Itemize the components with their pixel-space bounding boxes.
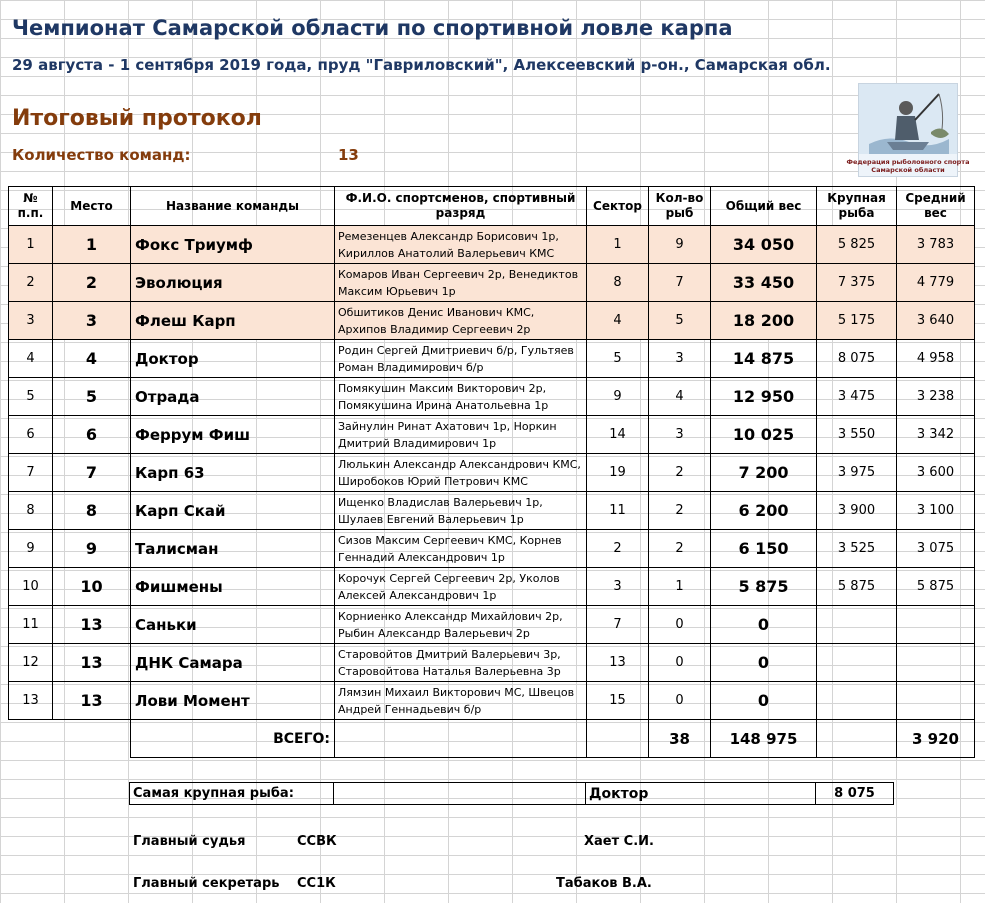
cell-fish-count: 0 — [649, 682, 711, 720]
cell-team-name: Доктор — [131, 340, 335, 378]
cell-total-weight: 18 200 — [711, 302, 817, 340]
document-title: Чемпионат Самарской области по спортивной ловле карпа — [12, 16, 733, 40]
cell-big-fish: 5 175 — [817, 302, 897, 340]
chief-secretary-rank: СС1К — [297, 876, 336, 891]
cell-place: 6 — [53, 416, 131, 454]
cell-athletes: Люлькин Александр Александрович КМС, Широбоков Юрий Петрович КМС — [335, 454, 587, 492]
table-row — [9, 340, 975, 378]
cell-big-fish: 3 475 — [817, 378, 897, 416]
cell-avg-weight: 5 875 — [897, 568, 975, 606]
cell-avg-weight: 3 075 — [897, 530, 975, 568]
cell-place: 13 — [53, 682, 131, 720]
col-header-weight: Общий вес — [711, 187, 817, 226]
cell-fish-count: 0 — [649, 606, 711, 644]
chief-judge-rank: ССВК — [297, 834, 337, 849]
cell-avg-weight: 3 640 — [897, 302, 975, 340]
cell-fish-count: 5 — [649, 302, 711, 340]
cell-total-weight: 6 200 — [711, 492, 817, 530]
total-row — [9, 720, 975, 758]
cell-fish-count: 4 — [649, 378, 711, 416]
cell-num: 3 — [9, 302, 53, 340]
teams-count-value: 13 — [338, 146, 359, 164]
cell-athletes: Корниенко Александр Михайлович 2р, Рыбин Александр Валерьевич 2р — [335, 606, 587, 644]
cell-total-weight: 7 200 — [711, 454, 817, 492]
cell-fish-count: 7 — [649, 264, 711, 302]
cell-num: 9 — [9, 530, 53, 568]
cell-team-name: Лови Момент — [131, 682, 335, 720]
total-avg: 3 920 — [897, 720, 975, 758]
cell-total-weight: 6 150 — [711, 530, 817, 568]
cell-big-fish: 8 075 — [817, 340, 897, 378]
cell-num: 8 — [9, 492, 53, 530]
cell-big-fish: 3 900 — [817, 492, 897, 530]
cell-team-name: Саньки — [131, 606, 335, 644]
cell-sector: 7 — [587, 606, 649, 644]
cell-big-fish: 3 975 — [817, 454, 897, 492]
total-count: 38 — [649, 720, 711, 758]
cell-fish-count: 2 — [649, 530, 711, 568]
cell-place: 5 — [53, 378, 131, 416]
cell-athletes: Сизов Максим Сергеевич КМС, Корнев Геннадий Александрович 1р — [335, 530, 587, 568]
protocol-heading: Итоговый протокол — [12, 106, 262, 131]
cell-sector: 9 — [587, 378, 649, 416]
cell-num: 12 — [9, 644, 53, 682]
cell-big-fish: 3 550 — [817, 416, 897, 454]
cell-total-weight: 33 450 — [711, 264, 817, 302]
table-row — [9, 302, 975, 340]
table-row — [9, 530, 975, 568]
biggest-fish-label: Самая крупная рыба: — [130, 783, 334, 805]
cell-team-name: Фишмены — [131, 568, 335, 606]
col-header-place: Место — [53, 187, 131, 226]
cell-team-name: Карп 63 — [131, 454, 335, 492]
cell-sector: 2 — [587, 530, 649, 568]
col-header-big-fish: Крупная рыба — [817, 187, 897, 226]
cell-num: 4 — [9, 340, 53, 378]
cell-num: 11 — [9, 606, 53, 644]
cell-athletes: Комаров Иван Сергеевич 2р, Венедиктов Максим Юрьевич 1р — [335, 264, 587, 302]
cell-athletes: Помякушин Максим Викторович 2р, Помякушина Ирина Анатольевна 1р — [335, 378, 587, 416]
table-header-row — [9, 187, 975, 226]
chief-secretary-title: Главный секретарь — [133, 876, 280, 891]
results-table — [8, 186, 975, 758]
cell-avg-weight: 3 100 — [897, 492, 975, 530]
cell-fish-count: 3 — [649, 416, 711, 454]
cell-team-name: Талисман — [131, 530, 335, 568]
cell-big-fish: 5 825 — [817, 226, 897, 264]
cell-fish-count: 1 — [649, 568, 711, 606]
cell-team-name: Флеш Карп — [131, 302, 335, 340]
biggest-fish-row — [130, 783, 894, 805]
cell-num: 1 — [9, 226, 53, 264]
biggest-fish-team: Доктор — [586, 783, 816, 805]
cell-avg-weight: 4 958 — [897, 340, 975, 378]
table-row — [9, 378, 975, 416]
cell-sector: 1 — [587, 226, 649, 264]
cell-place: 2 — [53, 264, 131, 302]
cell-big-fish: 3 525 — [817, 530, 897, 568]
table-row — [9, 264, 975, 302]
cell-avg-weight: 3 783 — [897, 226, 975, 264]
cell-sector: 14 — [587, 416, 649, 454]
cell-sector: 4 — [587, 302, 649, 340]
cell-fish-count: 9 — [649, 226, 711, 264]
cell-fish-count: 0 — [649, 644, 711, 682]
cell-place: 7 — [53, 454, 131, 492]
col-header-athletes: Ф.И.О. спортсменов, спортивный разряд — [335, 187, 587, 226]
cell-place: 9 — [53, 530, 131, 568]
cell-sector: 15 — [587, 682, 649, 720]
cell-num: 6 — [9, 416, 53, 454]
table-row — [9, 568, 975, 606]
cell-fish-count: 3 — [649, 340, 711, 378]
cell-avg-weight — [897, 644, 975, 682]
cell-num: 2 — [9, 264, 53, 302]
cell-sector: 5 — [587, 340, 649, 378]
cell-num: 7 — [9, 454, 53, 492]
cell-total-weight: 10 025 — [711, 416, 817, 454]
table-row — [9, 226, 975, 264]
cell-avg-weight: 4 779 — [897, 264, 975, 302]
cell-place: 4 — [53, 340, 131, 378]
cell-team-name: Феррум Фиш — [131, 416, 335, 454]
table-row — [9, 416, 975, 454]
cell-num: 5 — [9, 378, 53, 416]
cell-sector: 19 — [587, 454, 649, 492]
cell-team-name: Эволюция — [131, 264, 335, 302]
cell-place: 1 — [53, 226, 131, 264]
cell-athletes: Зайнулин Ринат Ахатович 1р, Норкин Дмитрий Владимирович 1р — [335, 416, 587, 454]
cell-athletes: Корочук Сергей Сергеевич 2р, Уколов Алексей Александрович 1р — [335, 568, 587, 606]
cell-big-fish — [817, 644, 897, 682]
cell-total-weight: 14 875 — [711, 340, 817, 378]
col-header-count: Кол-во рыб — [649, 187, 711, 226]
cell-sector: 13 — [587, 644, 649, 682]
cell-place: 8 — [53, 492, 131, 530]
table-row — [9, 454, 975, 492]
cell-fish-count: 2 — [649, 492, 711, 530]
cell-place: 10 — [53, 568, 131, 606]
federation-logo — [846, 83, 970, 177]
table-row — [9, 492, 975, 530]
cell-total-weight: 5 875 — [711, 568, 817, 606]
cell-avg-weight: 3 342 — [897, 416, 975, 454]
cell-avg-weight — [897, 606, 975, 644]
col-header-avg-weight: Средний вес — [897, 187, 975, 226]
cell-avg-weight — [897, 682, 975, 720]
biggest-fish-weight: 8 075 — [816, 783, 894, 805]
cell-athletes: Старовойтов Дмитрий Валерьевич 3р, Старовойтова Наталья Валерьевна 3р — [335, 644, 587, 682]
cell-num: 13 — [9, 682, 53, 720]
cell-team-name: ДНК Самара — [131, 644, 335, 682]
table-row — [9, 606, 975, 644]
table-row — [9, 682, 975, 720]
logo-caption-line2: Самарской области — [871, 166, 945, 174]
total-weight: 148 975 — [711, 720, 817, 758]
chief-secretary-name: Табаков В.А. — [556, 876, 652, 891]
cell-athletes: Ищенко Владислав Валерьевич 1р, Шулаев Евгений Валерьевич 1р — [335, 492, 587, 530]
cell-team-name: Карп Скай — [131, 492, 335, 530]
cell-total-weight: 12 950 — [711, 378, 817, 416]
cell-fish-count: 2 — [649, 454, 711, 492]
cell-sector: 11 — [587, 492, 649, 530]
cell-sector: 3 — [587, 568, 649, 606]
col-header-num: № п.п. — [9, 187, 53, 226]
cell-num: 10 — [9, 568, 53, 606]
teams-count-label: Количество команд: — [12, 146, 191, 164]
cell-total-weight: 34 050 — [711, 226, 817, 264]
col-header-team: Название команды — [131, 187, 335, 226]
cell-place: 13 — [53, 606, 131, 644]
cell-total-weight: 0 — [711, 606, 817, 644]
cell-place: 13 — [53, 644, 131, 682]
col-header-sector: Сектор — [587, 187, 649, 226]
cell-big-fish: 7 375 — [817, 264, 897, 302]
chief-judge-title: Главный судья — [133, 834, 246, 849]
cell-total-weight: 0 — [711, 644, 817, 682]
cell-sector: 8 — [587, 264, 649, 302]
cell-big-fish: 5 875 — [817, 568, 897, 606]
cell-avg-weight: 3 238 — [897, 378, 975, 416]
cell-athletes: Обшитиков Денис Иванович КМС, Архипов Владимир Сергеевич 2р — [335, 302, 587, 340]
logo-caption-line1: Федерация рыболовного спорта — [846, 158, 970, 166]
cell-total-weight: 0 — [711, 682, 817, 720]
cell-team-name: Отрада — [131, 378, 335, 416]
cell-avg-weight: 3 600 — [897, 454, 975, 492]
biggest-fish-table — [129, 782, 894, 805]
cell-team-name: Фокс Триумф — [131, 226, 335, 264]
fisherman-icon — [846, 84, 970, 176]
cell-athletes: Лямзин Михаил Викторович МС, Швецов Андрей Геннадьевич б/р — [335, 682, 587, 720]
chief-judge-name: Хает С.И. — [584, 834, 654, 849]
cell-athletes: Родин Сергей Дмитриевич б/р, Гультяев Роман Владимирович б/р — [335, 340, 587, 378]
table-row — [9, 644, 975, 682]
cell-place: 3 — [53, 302, 131, 340]
cell-big-fish — [817, 606, 897, 644]
cell-athletes: Ремезенцев Александр Борисович 1р, Кириллов Анатолий Валерьевич КМС — [335, 226, 587, 264]
total-label: ВСЕГО: — [131, 720, 335, 758]
document-subtitle: 29 августа - 1 сентября 2019 года, пруд "Гавриловский", Алексеевский р-он., Самарская обл. — [12, 56, 831, 74]
cell-big-fish — [817, 682, 897, 720]
